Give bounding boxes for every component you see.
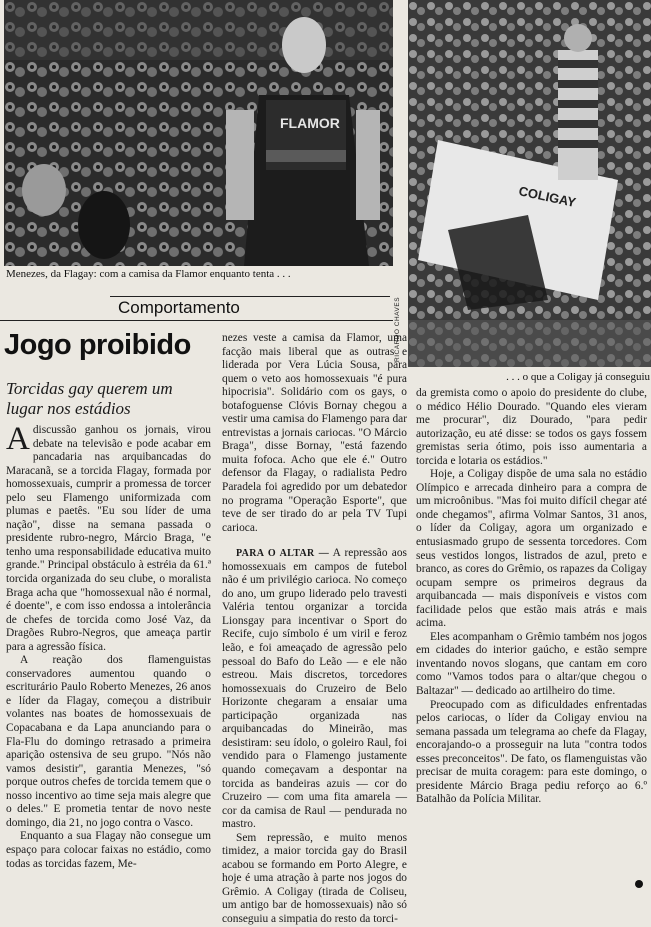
col1-paragraph-1: [6, 421, 211, 654]
col3-paragraph-2: Hoje, a Coligay dispõe de uma sala no estádio Olímpico e arrecada dinheiro para a compra de um microônibus. "Mas foi muito difícil chegar até onde chegamos", afirma Volmar Santos, 31 anos, o líder da Coligay, agora um organizado e entusiasmado grupo de sessenta torcedores. Com seus vestidos longos, listrados de azul, preto e branco, as cores do Grêmio, os rapazes da Coligay ocupam sempre os primeiros degraus da arquibancada — mais disponíveis e vistos com facilidade pelos que estão mais atrás e mais acima.: [416, 468, 647, 630]
article-column-3: [416, 387, 647, 807]
section-title: Comportamento: [118, 298, 240, 317]
article-subhead: Torcidas gay querem um lugar nos estádios: [6, 379, 173, 418]
photo-flagay-crowd: [4, 0, 393, 266]
banner-label: COLIGAY: [517, 183, 578, 210]
end-mark: [635, 880, 643, 888]
section-rule-bottom: [0, 320, 393, 321]
photo-credit: RICARDO CHAVES: [394, 296, 401, 362]
col3-paragraph-1: da gremista como o apoio do presidente do clube, o médico Hélio Dourado. "Quando eles vieram me procurar", diz Dourado, "para pedir autorização, eu até disse: se todos os gays fossem gremistas seria ótimo, pois isso aumentaria a torcida e lotaria os estádios.": [416, 387, 647, 467]
photo-coligay-stands: [408, 0, 651, 367]
col2-paragraph-3: Sem repressão, e muito menos timidez, a maior torcida gay do Brasil acabou se formando em Porto Alegre, e hoje é uma atração à parte nos jogos do Grêmio. A Coligay (tirada de Coliseu, um antigo bar de homossexuais) não só conseguiu a simpatia do resto da torci-: [222, 831, 407, 925]
col1-paragraph-2: A reação dos flamenguistas conservadores aumentou quando o escriturário Paulo Roberto Menezes, 26 anos e líder da Flagay, começou a distribuir volantes nas boates de homossexuais de Copacabana e da Lapa anunciando para o Fla-Flu do domingo retrasado a primeira aparição ostensiva de seu grupo. "Nós não vamos desistir", garantia Menezes, "só porque outros chefes de torcida temem que o nosso incentivo ao time seja mais alegre que o deles." E prometia tentar de novo neste domingo, dia 21, no jogo contra o Vasco.: [6, 654, 211, 829]
subsection-lead: PARA O ALTAR —: [236, 548, 330, 560]
stands-photo-illustration: [408, 0, 651, 367]
col3-paragraph-3: Eles acompanham o Grêmio também nos jogos em cidades do interior gaúcho, e estão sempre inventando novos slogans, que cantam em coro como "Vamos todos para o altar/que chegou o Baltazar" — dedicado ao artilheiro do time.: [416, 630, 647, 698]
left-photo-caption: Menezes, da Flagay: com a camisa da Flamor enquanto tenta . . .: [6, 268, 291, 280]
right-photo-caption: . . . o que a Coligay já conseguiu: [506, 371, 650, 383]
crowd-photo-illustration: [4, 0, 393, 266]
col3-paragraph-4: Preocupado com as dificuldades enfrentadas pelos cariocas, o líder da Coligay enviou na semana passada um telegrama ao chefe da Flagay, encorajando-o a prosseguir na luta "contra todos esses preconceitos". De fato, os flamenguistas vão precisar de muita coragem: para este domingo, o presidente Márcio Braga pediu reforço ao 6.º Batalhão da Polícia Militar.: [416, 698, 647, 806]
col2-p2-text: A repressão aos homossexuais em campos de futebol não é um privilégio carioca. No começo do ano, um grupo liderado pelo travesti Valéria tentou organizar a torcida Lionsgay para incentivar o Sport do Recife, cujo símbolo é um viril e feroz leão, e foi ameaçado de agressão pelo pessoal do Bafo do Leão — e ele não estreou. Mais discretos, torcedores homossexuais do Cruzeiro de Belo Horizonte chegaram a ensaiar uma participação organizada nas arquibancadas do Mineirão, mas desistiram: seu ídolo, o goleiro Raul, foi vendido para o Flamengo justamente quando começavam a despontar na torcida as bandeiras azuis — cor do Cruzeiro — com uma fita amarela — cor da camisa de Raul — pendurada no mastro.: [222, 547, 407, 831]
article-column-1: [6, 421, 211, 871]
col2-paragraph-2: [222, 547, 407, 831]
article-headline: Jogo proibido: [4, 329, 191, 361]
shirt-label: FLAMOR: [280, 115, 340, 131]
section-rule-top: [110, 296, 390, 297]
col1-p1-text: discussão ganhou os jornais, virou debate na televisão e pode acabar em pancadaria nas arquibancadas do Maracanã, se a torcida Flagay, formada por homossexuais, cumprir a promessa de torcer pelo seu Flamengo uniformizada com plumas e paetês. "Eu sou líder de uma nação", disse na semana passada o presidente rubro-negro, Márcio Braga, "e tenho uma responsabilidade educativa muito grande." Principal obstáculo à estréia da 61.ª torcida organizada do seu clube, o moralista Braga acha que "homossexual não é normal, é doente", e com isso endossa a intolerância de chefes de torcida como José Vaz, da Dragões Rubro-Negros, que ameaça partir para a agressão física.: [6, 424, 211, 653]
col1-paragraph-3: Enquanto a sua Flagay não consegue um espaço para colocar faixas no estádio, como todas as torcidas fazem, Me-: [6, 830, 211, 870]
article-column-2: [222, 332, 407, 927]
drop-cap: A: [6, 421, 30, 457]
col2-paragraph-1: nezes veste a camisa da Flamor, uma facção mais liberal que as outras e liderada por Vera Lúcia Sousa, para quem o veto aos homossexuais "é pura hipocrisia". Solidário com os gays, o botafoguense Clóvis Bornay chegou a vestir uma camisa do Flamengo para dar entrevistas a jornais cariocas. "O Márcio Braga", disse Bornay, "está fazendo muita fofoca. Acho que ele é." Outro defensor da Flagay, o radialista Pedro Paradela foi agredido por um debatedor no programa "Operação Esporte", que teve de ser tirado do ar pela TV Tupi carioca.: [222, 332, 407, 534]
